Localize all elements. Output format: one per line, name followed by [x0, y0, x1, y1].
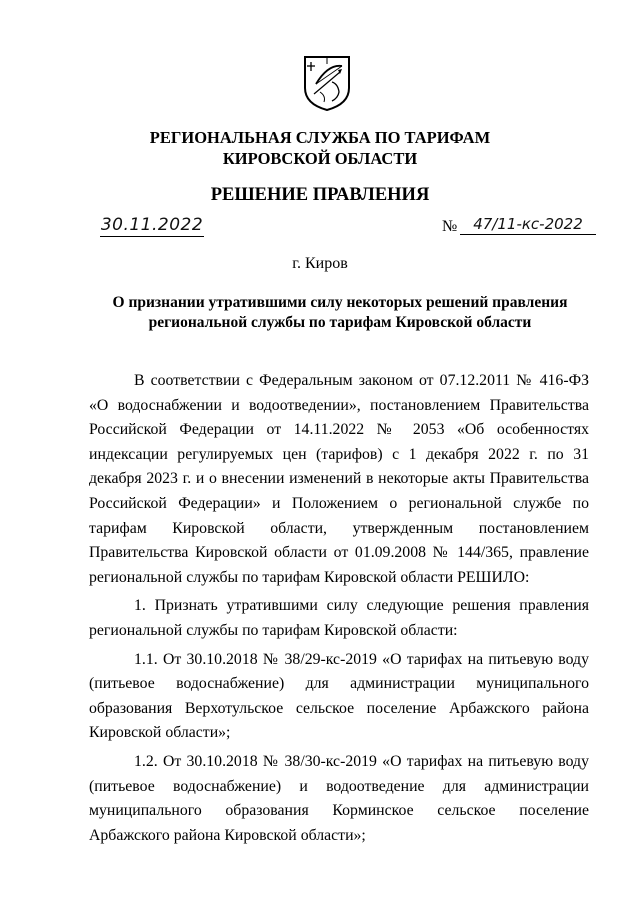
- number-sign: №: [442, 218, 458, 235]
- document-subject: [90, 293, 590, 333]
- document-type: РЕШЕНИЕ ПРАВЛЕНИЯ: [210, 185, 430, 205]
- city-label: г. Киров: [292, 255, 348, 272]
- subject-line2: региональной службы по тарифам Кировской области: [148, 314, 532, 331]
- subject-line1: О признании утратившими силу некоторых решений правления: [112, 294, 568, 311]
- clause-1-2: 1.2. От 30.10.2018 № 38/30-кс-2019 «О тарифах на питьевую воду (питьевое водоснабжение) и водоотведение для администрации муниципального образования Корминское сельское поселение Арбажского района Кировской области»;: [89, 752, 589, 844]
- preamble-paragraph: В соответствии с Федеральным законом от 07.12.2011 № 416-ФЗ «О водоснабжении и водоотведении», постановлением Правительства Российской Федерации от 14.11.2022 № 2053 «Об особенностях индексации регулируемых цен (тарифов) с 1 декабря 2022 г. по 31 декабря 2023 г. и о внесении изменений в некоторые акты Правительства Российской Федерации» и Положением о региональной службе по тарифам Кировской области, утвержденным постановлением Правительства Кировской области от 01.09.2008 № 144/365, правление региональной службы по тарифам Кировской области РЕШИЛО:: [89, 372, 589, 586]
- coat-of-arms-icon: [302, 54, 352, 112]
- document-number: 47/11-кс-2022: [460, 215, 596, 235]
- clause-1-1: 1.1. От 30.10.2018 № 38/29-кс-2019 «О тарифах на питьевую воду (питьевое водоснабжение) для администрации муниципального образования Верхотульское сельское поселение Арбажского района Кировской области»;: [89, 650, 589, 742]
- organization-name-line1: РЕГИОНАЛЬНАЯ СЛУЖБА ПО ТАРИФАМ: [149, 128, 491, 147]
- clause-1: 1. Признать утратившими силу следующие решения правления региональной службы по тарифам Кировской области:: [89, 597, 589, 639]
- document-body: [89, 369, 589, 848]
- organization-name-line2: КИРОВСКОЙ ОБЛАСТИ: [222, 149, 418, 168]
- document-date: 30.11.2022: [100, 215, 204, 235]
